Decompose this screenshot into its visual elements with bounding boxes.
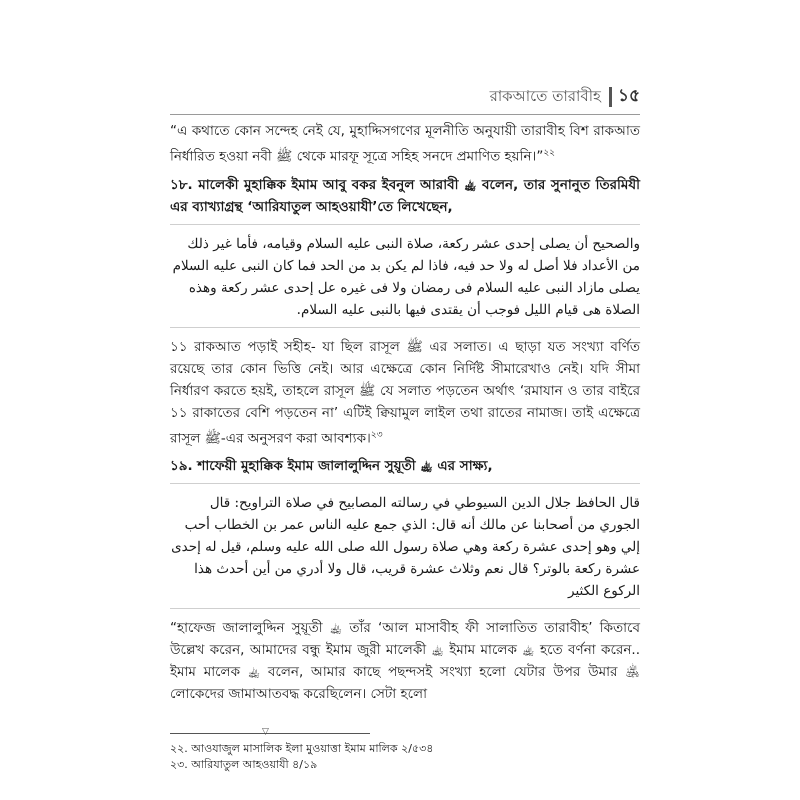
divider	[170, 483, 640, 484]
footnote-23: ২৩. আরিযাতুল আহওয়াযী ৪/১৯	[170, 758, 318, 771]
page-content	[170, 120, 640, 711]
footnote-22: ২২. আওযাজুল মাসালিক ইলা মুওয়াত্তা ইমাম মালিক ২/৫৩৪	[170, 742, 434, 755]
ornament-icon: ▽	[262, 727, 269, 737]
page-header	[170, 80, 640, 115]
section-heading-19: ১৯. শাফেয়ী মুহাক্কিক ইমাম জালালুদ্দিন সুয়ূতী ﵀ এর সাক্ষ্য,	[170, 458, 493, 474]
translation-paragraph: ১১ রাকআত পড়াই সহীহ- যা ছিল রাসূল ﷺ এর সলাত। এ ছাড়া যত সংখ্যা বর্ণিত রয়েছে তার কোন ভিত্তি নেই। আর এক্ষেত্রে কোন নির্দিষ্ট সীমারেখাও নেই। যদি সীমা নির্ধারণ করতে হয়ই, তাহলে রাসূল ﷺ যে সলাত পড়তেন অর্থাৎ ‘রমাযান ও তার বাইরে ১১ রাকাতের বেশি পড়তেন না’ এটিই ক্বিয়ামুল লাইল তথা রাতের নামাজ। তাই এক্ষেত্রে রাসূল ﷺ-এর অনুসরণ করা আবশ্যক।$^{২৩}$	[170, 338, 641, 446]
divider	[170, 327, 640, 328]
footnote-ref[interactable]: ২৩	[370, 429, 383, 440]
section-heading-18: ১৮. মালেকী মুহাক্কিক ইমাম আবু বকর ইবনুল আরাবী ﵀ বলেন, তার সুনানুত তিরমিযী এর ব্যাখ্যাগ্রন্থ ‘আরিযাতুল আহওয়াযী’তে লিখেছেন,	[170, 176, 640, 215]
footnotes	[170, 741, 640, 773]
arabic-quote: والصحيح أن يصلى إحدى عشر ركعة، صلاة النبى عليه السلام وقيامه، فأما غير ذلك من الأعداد فلا أصل له ولا حد فيه، فاذا لم يكن بد من الحد فما كان النبى عليه السلام يصلى مازاد النبى عليه السلام فى رمضان ولا فى غيره عل إحدى عشر ركعة وهذه الصلاة هى قيام الليل فوجب أن يقتدى فيها بالنبى عليه السلام.	[172, 235, 640, 318]
quote-paragraph: “এ কথাতে কোন সন্দেহ নেই যে, মুহাদ্দিসগণের মূলনীতি অনুযায়ী তারাবীহ বিশ রাকআত নির্ধারিত হওয়া নবী ﷺ থেকে মারফূ সূত্রে সহিহ সনদে প্রমাণিত হয়নি।”$^{২২}$	[170, 123, 640, 165]
page-number: ১৫	[617, 86, 640, 106]
divider	[170, 608, 640, 609]
translation-paragraph: “হাফেজ জালালুদ্দিন সুয়ূতী ﵀ তাঁর ‘আল মাসাবীহ ফী সালাতিত তারাবীহ’ কিতাবে উল্লেখ করেন, আমাদের বন্ধু ইমাম জুরী মালেকী ﵀ ইমাম মালেক ﵀ হতে বর্ণনা করেন.. ইমাম মালেক ﵀ বলেন, আমার কাছে পছন্দসই সংখ্যা হলো যেটার উপর উমার ﵁ লোকেদের জামাআতবদ্ধ করেছিলেন। সেটা হলো	[170, 620, 640, 702]
header-separator	[609, 87, 612, 107]
footnote-rule	[170, 733, 370, 734]
divider	[170, 224, 640, 225]
arabic-quote: قال الحافظ جلال الدين السيوطي في رسالته المصابيح في صلاة التراويح: قال الجوري من أصحابنا عن مالك أنه قال: الذي جمع عليه الناس عمر بن الخطاب أحب إلي وهو إحدى عشرة ركعة وهي صلاة رسول الله صلى الله عليه وسلم، قيل له إحدى عشرة ركعة بالوتر؟ قال نعم وثلاث عشرة قريب، قال ولا أدري من أين أحدث هذا الركوع الكثير	[171, 495, 640, 599]
footnote-ref[interactable]: ২২	[543, 148, 556, 158]
chapter-title: রাকআতে তারাবীহ	[489, 86, 601, 105]
